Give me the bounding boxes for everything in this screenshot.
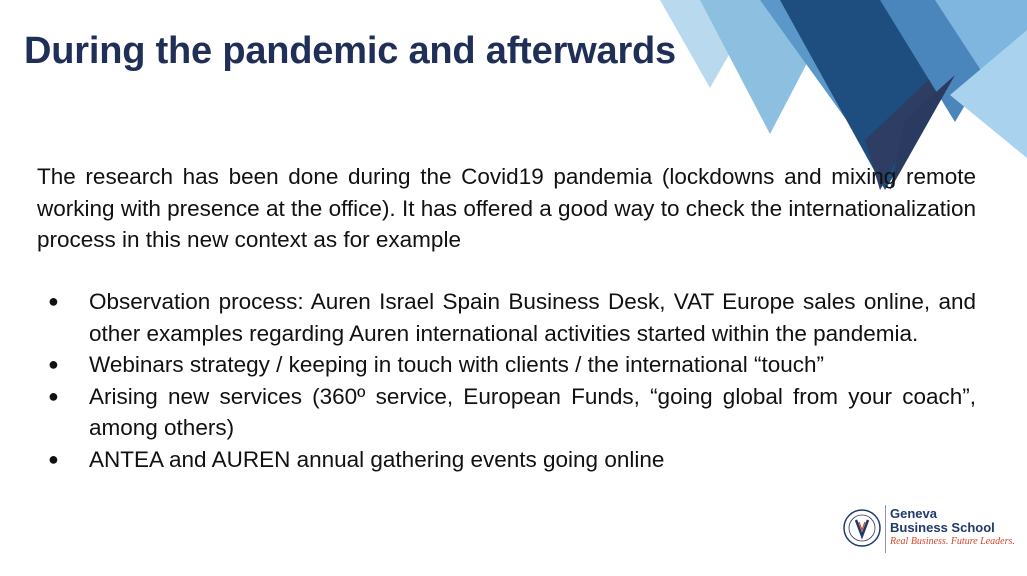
bullet-dot-icon: ●: [48, 385, 59, 406]
bullet-item: [37, 381, 976, 444]
logo-tagline: Real Business. Future Leaders.: [890, 536, 1015, 547]
bullet-text: Webinars strategy / keeping in touch with clients / the international “touch”: [89, 352, 824, 377]
school-seal-icon: [842, 508, 882, 548]
bullet-text: Observation process: Auren Israel Spain Business Desk, VAT Europe sales online, and other examples regarding Auren international activities started within the pandemia.: [89, 289, 976, 346]
bullet-dot-icon: ●: [48, 448, 59, 469]
bullet-text: ANTEA and AUREN annual gathering events going online: [89, 446, 665, 472]
logo-divider: [885, 505, 886, 553]
logo-name-line2: Business School: [890, 520, 995, 535]
bullet-item: [37, 349, 976, 381]
logo-name: [890, 507, 995, 535]
school-logo: [842, 505, 1017, 553]
logo-name-line1: Geneva: [890, 506, 937, 521]
slide-title: During the pandemic and afterwards: [24, 30, 676, 72]
bullet-item: [37, 286, 976, 349]
bullet-dot-icon: ●: [48, 291, 59, 311]
bullet-dot-icon: ●: [48, 354, 59, 374]
bullet-text: Arising new services (360º service, European Funds, “going global from your coach”, among others): [89, 383, 976, 440]
intro-paragraph: The research has been done during the Covid19 pandemia (lockdowns and mixing remote working with presence at the office). It has offered a good way to check the internationalization process in this new context as for example: [37, 164, 976, 252]
bullet-item: [37, 444, 976, 476]
bullet-list: [37, 286, 976, 475]
